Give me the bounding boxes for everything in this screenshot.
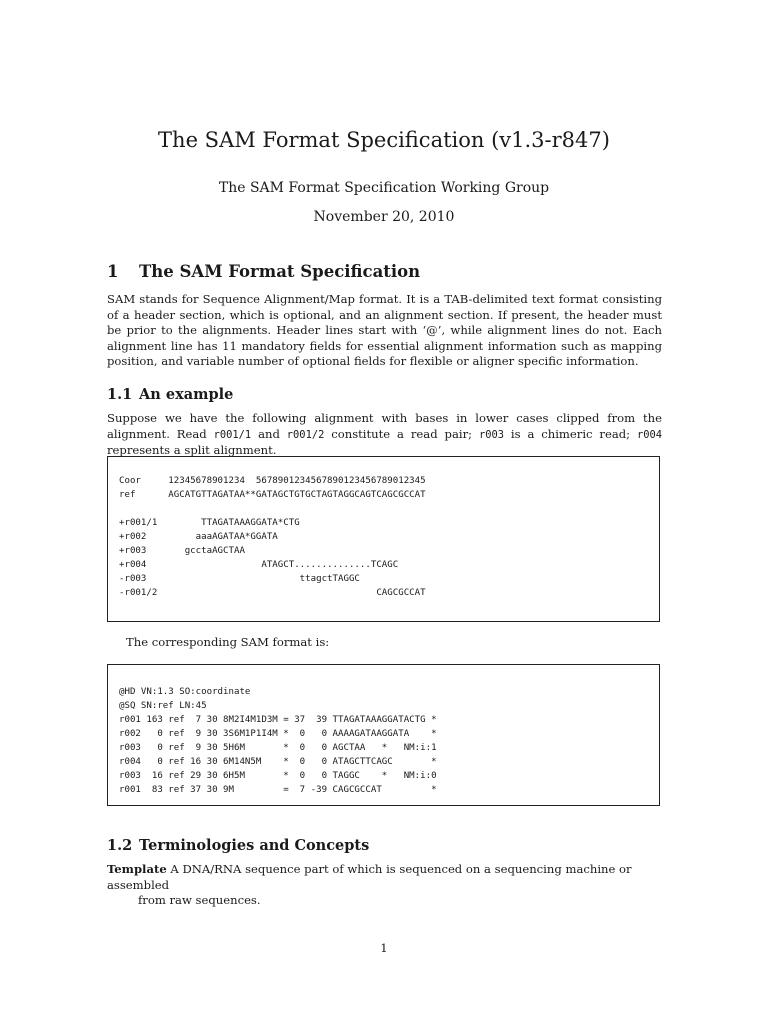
section-1-number: 1 xyxy=(107,262,119,281)
alignment-example-box xyxy=(107,456,660,622)
section-1-1-intro xyxy=(107,411,662,459)
definition-template xyxy=(107,862,662,909)
section-1-1-heading xyxy=(107,386,233,403)
sam-format-box xyxy=(107,664,660,806)
document-title: The SAM Format Specification (v1.3-r847) xyxy=(158,128,610,152)
definition-continuation: from raw sequences. xyxy=(138,893,261,907)
document-author: The SAM Format Specification Working Group xyxy=(218,180,550,196)
alignment-example-code: Coor 12345678901234 5678901234567890123456789012345 ref AGCATGTTAGATAA**GATAGCTGTGCTAGTAGGCAGTCAGCGCCAT +r001/1 TTAGATAAAGGATA*CTG +r002 aaaAGATAA*GGATA +r003 gcctaAGCTAA +r004 ATAGCT..............TCAGC -r003 ttagctTAGGC -r001/2 CAGCGCCAT xyxy=(119,476,426,598)
section-1-2-number: 1.2 xyxy=(107,837,133,854)
intro-text-part: constitute a read pair; xyxy=(324,426,479,441)
definition-first-line xyxy=(107,862,662,893)
section-1-2-title: Terminologies and Concepts xyxy=(139,837,370,854)
definition-text: A DNA/RNA sequence part of which is sequenced on a sequencing machine or assembled xyxy=(107,862,632,892)
section-1-title: The SAM Format Specification xyxy=(139,262,421,281)
document-date: November 20, 2010 xyxy=(313,209,455,225)
intro-text-part: represents a split alignment. xyxy=(107,443,277,457)
section-1-paragraph: SAM stands for Sequence Alignment/Map format. It is a TAB-delimited text format consisting of a header section, which is optional, and an alignment section. If present, the header must be prior to the alignments. Header lines start with ‘@’, while alignment lines do not. Each alignment line has 11 mandatory fields for essential alignment information such as mapping position, and variable number of optional fields for flexible or aligner specific information. xyxy=(107,292,662,368)
page-number: 1 xyxy=(380,941,388,955)
sam-format-caption: The corresponding SAM format is: xyxy=(126,635,330,649)
inline-code-r001-2: r001/2 xyxy=(286,428,325,441)
definition-term: Template xyxy=(107,862,167,876)
intro-text-part: and xyxy=(251,426,287,441)
intro-text-part: is a chimeric read; xyxy=(503,426,637,441)
section-1-1-number: 1.1 xyxy=(107,386,133,403)
section-1-heading xyxy=(107,262,420,281)
sam-format-code: @HD VN:1.3 SO:coordinate @SQ SN:ref LN:45 r001 163 ref 7 30 8M2I4M1D3M = 37 39 TTAGATAAAGGATACTG * r002 0 ref 9 30 3S6M1P1I4M * 0 0 AAAAGATAAGGATA * r003 0 ref 9 30 5H6M * 0 0 AGCTAA * NM:i:1 r004 0 ref 16 30 6M14N5M * 0 0 ATAGCTTCAGC * r003 16 ref 29 30 6H5M * 0 0 TAGGC * NM:i:0 r001 83 ref 37 30 9M = 7 -39 CAGCGCCAT * xyxy=(119,687,437,795)
inline-code-r001-1: r001/1 xyxy=(213,428,252,441)
inline-code-r004: r004 xyxy=(637,428,663,441)
intro-text-part: Suppose we have the following alignment with bases in lower cases clipped from the alignment. Read xyxy=(107,411,662,441)
inline-code-r003: r003 xyxy=(478,428,504,441)
section-1-1-title: An example xyxy=(139,386,234,403)
section-1-2-heading xyxy=(107,837,369,854)
